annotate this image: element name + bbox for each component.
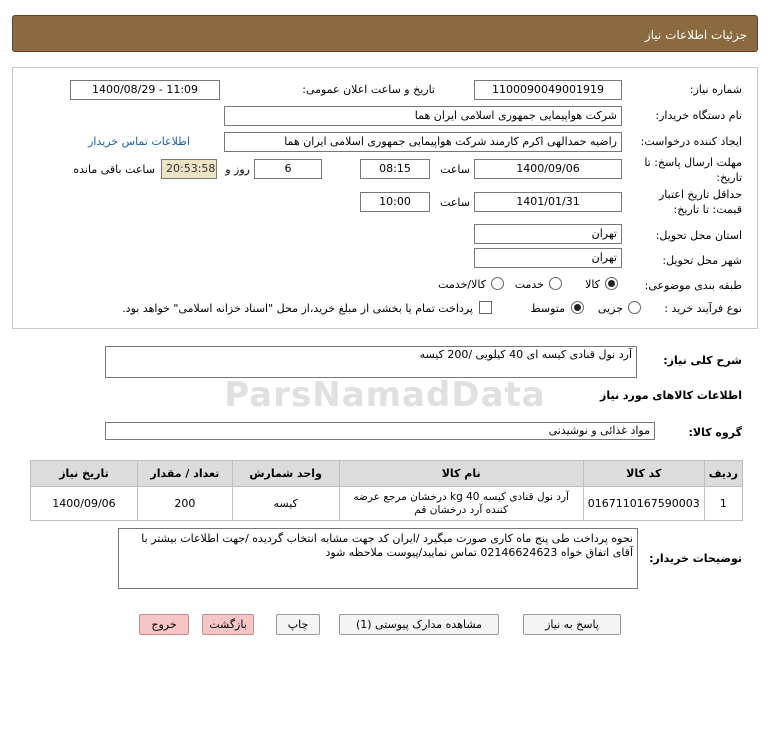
exit-button[interactable]: خروج [139, 614, 189, 635]
reply-button[interactable]: پاسخ به نیاز [523, 614, 621, 635]
purchase-minor-label: جزیی [597, 302, 623, 315]
page-title: جزئیات اطلاعات نیاز [644, 28, 747, 42]
price-validity-label-1: حداقل تاریخ اعتبار [658, 188, 742, 201]
cell-code: 0167110167590003 [583, 487, 704, 521]
buyer-notes-label: توضیحات خریدار: [649, 552, 742, 565]
buyer-notes-field[interactable]: نحوه پرداخت طی پنج ماه کاری صورت میگیرد /ایران کد جهت مشابه انتخاب گردیده /جهت اطلاعات بیشتر با آقای اتفاق خواه 02146624623 تماس نمایید/پیوست ملاحظه شود [118, 528, 638, 589]
remaining-time: 20:53:58 [161, 159, 217, 179]
requester-label: ایجاد کننده درخواست: [640, 135, 742, 148]
table-row[interactable] [31, 487, 743, 521]
goods-group-label: گروه کالا: [688, 426, 742, 439]
delivery-city-field[interactable]: تهران [474, 248, 622, 268]
goods-group-field[interactable]: مواد غذائی و نوشیدنی [105, 422, 655, 440]
cell-unit: کیسه [232, 487, 339, 521]
treasury-checkbox[interactable] [479, 301, 492, 314]
need-number-label: شماره نیاز: [689, 83, 742, 96]
back-button[interactable]: بازگشت [202, 614, 254, 635]
reply-deadline-label-1: مهلت ارسال پاسخ: تا [644, 156, 742, 169]
price-validity-label-2: قیمت: تا تاریخ: [673, 203, 742, 216]
col-unit: واحد شمارش [232, 461, 339, 487]
col-code: کد کالا [583, 461, 704, 487]
delivery-province-label: استان محل تحویل: [655, 229, 742, 242]
goods-table [30, 460, 743, 521]
col-name: نام کالا [339, 461, 583, 487]
buyer-org-field[interactable]: شرکت هواپیمایی جمهوری اسلامی ایران هما [224, 106, 622, 126]
purchase-medium-radio[interactable] [571, 301, 584, 314]
announce-datetime-field[interactable]: 1400/08/29 - 11:09 [70, 80, 220, 100]
remaining-time-label: ساعت باقی مانده [73, 163, 155, 176]
buyer-org-label: نام دستگاه خریدار: [655, 109, 742, 122]
price-validity-time[interactable]: 10:00 [360, 192, 430, 212]
purchase-type-label: نوع فرآیند خرید : [664, 302, 742, 315]
purchase-minor-radio[interactable] [628, 301, 641, 314]
cell-date: 1400/09/06 [31, 487, 138, 521]
remaining-days[interactable]: 6 [254, 159, 322, 179]
summary-label: شرح کلی نیاز: [663, 354, 742, 367]
purchase-medium-label: متوسط [530, 302, 565, 315]
treasury-note: پرداخت تمام یا بخشی از مبلغ خرید،از محل "اسناد خزانه اسلامی" خواهد بود. [122, 302, 473, 315]
summary-field[interactable]: آرد نول قنادی کیسه ای 40 کیلویی /200 کیسه [105, 346, 637, 378]
delivery-city-label: شهر محل تحویل: [662, 254, 742, 267]
cell-name: آرد نول قنادی کیسه 40 kg درخشان مرجع عرضه کننده آرد درخشان قم [339, 487, 583, 521]
buyer-contact-link[interactable]: اطلاعات تماس خریدار [88, 135, 190, 148]
col-date: تاریخ نیاز [31, 461, 138, 487]
category-service-radio[interactable] [549, 277, 562, 290]
category-both-label: کالا/خدمت [438, 278, 486, 291]
print-button[interactable]: چاپ [276, 614, 320, 635]
announce-datetime-label: تاریخ و ساعت اعلان عمومی: [302, 83, 435, 96]
price-validity-time-label: ساعت [440, 196, 470, 209]
category-both-radio[interactable] [491, 277, 504, 290]
requester-field[interactable]: راضیه حمدالهی اکرم کارمند شرکت هواپیمایی جمهوری اسلامی ایران هما [224, 132, 622, 152]
goods-section-title: اطلاعات کالاهای مورد نیاز [600, 389, 742, 402]
category-service-label: خدمت [514, 278, 544, 291]
reply-deadline-date[interactable]: 1400/09/06 [474, 159, 622, 179]
table-header-row [31, 461, 743, 487]
reply-deadline-label-2: تاریخ: [716, 171, 742, 184]
need-number-field[interactable]: 1100090049001919 [474, 80, 622, 100]
reply-time-label: ساعت [440, 163, 470, 176]
delivery-province-field[interactable]: تهران [474, 224, 622, 244]
reply-deadline-time[interactable]: 08:15 [360, 159, 430, 179]
attachments-button[interactable]: مشاهده مدارک پیوستی (1) [339, 614, 499, 635]
price-validity-date[interactable]: 1401/01/31 [474, 192, 622, 212]
category-goods-label: کالا [585, 278, 600, 291]
days-label: روز و [225, 163, 250, 176]
category-goods-radio[interactable] [605, 277, 618, 290]
watermark: ParsNamadData [224, 375, 546, 415]
col-quantity: تعداد / مقدار [137, 461, 232, 487]
category-label: طبقه بندی موضوعی: [644, 279, 742, 292]
cell-quantity: 200 [137, 487, 232, 521]
col-index: ردیف [704, 461, 742, 487]
cell-index: 1 [704, 487, 742, 521]
page-title-bar [12, 15, 758, 52]
